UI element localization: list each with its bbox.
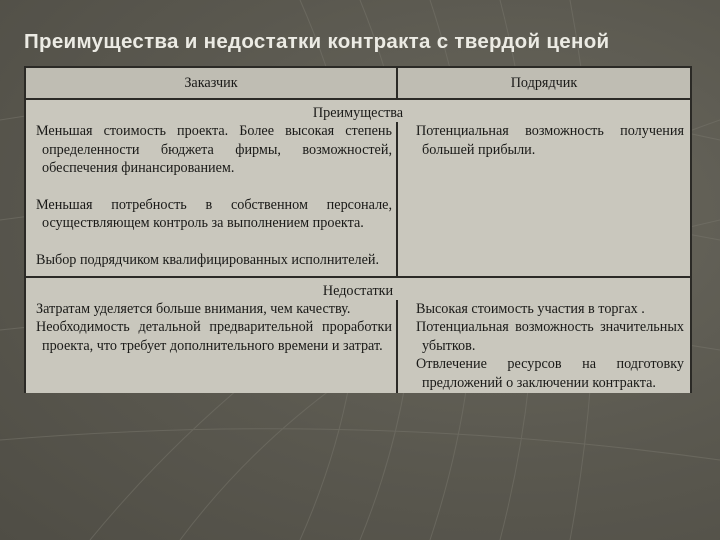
disadvantages-row (25, 300, 691, 393)
advantage-contractor-item: Потенциальная возможность получения большей прибыли. (416, 123, 684, 158)
disadvantage-customer-item: Затратам уделяется больше внимания, чем качеству. (36, 300, 351, 317)
disadvantages-customer-cell (25, 300, 397, 393)
disadvantage-contractor-item: Высокая стоимость участия в торгах . (416, 300, 645, 317)
advantages-contractor-cell (397, 122, 691, 277)
advantage-customer-item: Выбор подрядчиком квалифицированных исполнителей. (36, 251, 380, 268)
disadvantage-customer-item: Необходимость детальной предварительной проработки проекта, что требует дополнительного времени и затрат. (36, 319, 392, 354)
advantages-customer-cell (25, 122, 397, 277)
table-header-row (25, 67, 691, 99)
disadvantage-contractor-item: Потенциальная возможность значительных убытков. (416, 319, 684, 354)
header-contractor: Подрядчик (397, 67, 691, 99)
disadvantages-section-row (25, 277, 691, 300)
comparison-table (24, 66, 692, 393)
advantage-customer-item: Меньшая стоимость проекта. Более высокая степень определенности бюджета фирмы, возможностей, обеспечения финансированием. (36, 123, 392, 177)
advantages-label: Преимущества (25, 99, 691, 122)
advantages-section-row (25, 99, 691, 122)
disadvantages-contractor-cell (397, 300, 691, 393)
disadvantages-label: Недостатки (25, 277, 691, 300)
header-customer: Заказчик (25, 67, 397, 99)
slide-title: Преимущества и недостатки контракта с твердой ценой (24, 30, 610, 53)
disadvantage-contractor-item: Отвлечение ресурсов на подготовку предложений о заключении контракта. (416, 356, 684, 391)
advantages-row (25, 122, 691, 277)
advantage-customer-item: Меньшая потребность в собственном персонале, осуществляющем контроль за выполнением проекта. (36, 196, 392, 232)
